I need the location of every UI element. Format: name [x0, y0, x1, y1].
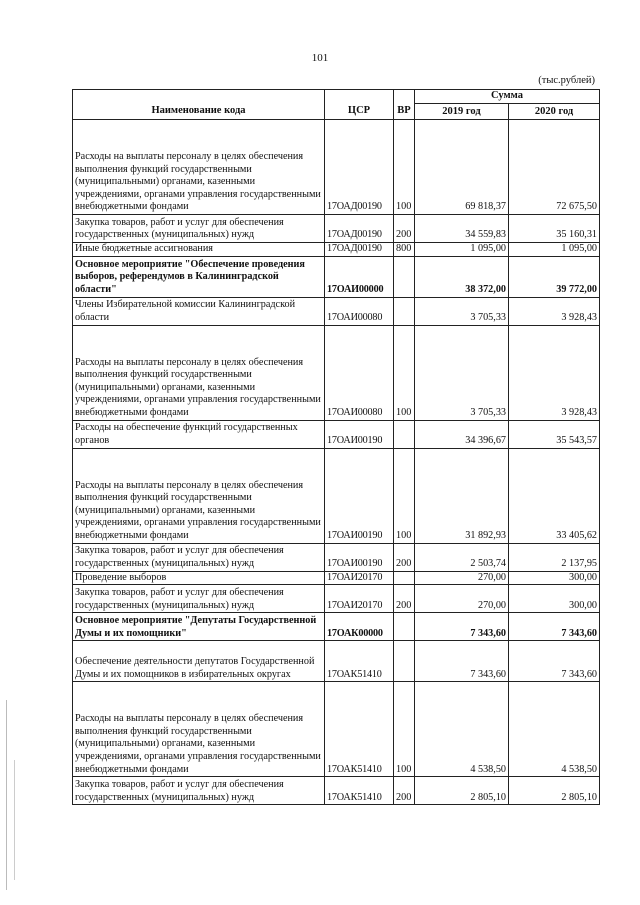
row-name: Закупка товаров, работ и услуг для обеспечения государственных (муниципальных) нужд [73, 585, 325, 613]
header-year-2020: 2020 год [509, 104, 600, 120]
row-amount-2019: 34 559,83 [415, 215, 509, 243]
row-csr: 17ОАК51410 [325, 777, 394, 805]
row-csr: 17ОАИ00080 [325, 325, 394, 420]
row-amount-2019: 7 343,60 [415, 641, 509, 682]
row-amount-2019: 3 705,33 [415, 297, 509, 325]
row-vr: 100 [394, 120, 415, 215]
row-amount-2020: 2 137,95 [509, 543, 600, 571]
row-amount-2019: 31 892,93 [415, 448, 509, 543]
row-vr: 100 [394, 325, 415, 420]
row-name: Члены Избирательной комиссии Калининградской области [73, 297, 325, 325]
row-name: Основное мероприятие "Обеспечение проведения выборов, референдумов в Калининградской области" [73, 256, 325, 297]
row-vr: 100 [394, 682, 415, 777]
row-vr [394, 297, 415, 325]
row-name: Обеспечение деятельности депутатов Государственной Думы и их помощников в избирательных округах [73, 641, 325, 682]
row-csr: 17ОАИ20170 [325, 571, 394, 585]
header-csr: ЦСР [325, 90, 394, 120]
table-row [73, 325, 600, 420]
table-row [73, 543, 600, 571]
row-name: Иные бюджетные ассигнования [73, 243, 325, 257]
row-name: Расходы на выплаты персоналу в целях обеспечения выполнения функций государственными (муниципальными) органами, казенными учреждениями, органами управления государственными внебюджетными фондами [73, 448, 325, 543]
row-amount-2020: 39 772,00 [509, 256, 600, 297]
header-name: Наименование кода [73, 90, 325, 120]
table-row [73, 571, 600, 585]
row-csr: 17ОАИ00000 [325, 256, 394, 297]
row-csr: 17ОАИ00080 [325, 297, 394, 325]
row-amount-2019: 38 372,00 [415, 256, 509, 297]
row-amount-2020: 33 405,62 [509, 448, 600, 543]
row-name: Основное мероприятие "Депутаты Государственной Думы и их помощники" [73, 613, 325, 641]
row-csr: 17ОАД00190 [325, 120, 394, 215]
table-row [73, 777, 600, 805]
row-name: Закупка товаров, работ и услуг для обеспечения государственных (муниципальных) нужд [73, 543, 325, 571]
table-body [73, 120, 600, 805]
row-amount-2019: 1 095,00 [415, 243, 509, 257]
row-vr [394, 571, 415, 585]
row-amount-2020: 4 538,50 [509, 682, 600, 777]
row-amount-2019: 69 818,37 [415, 120, 509, 215]
table-row [73, 243, 600, 257]
table-row [73, 613, 600, 641]
table-row [73, 448, 600, 543]
row-amount-2020: 7 343,60 [509, 641, 600, 682]
row-amount-2020: 300,00 [509, 571, 600, 585]
scan-edge-mark [6, 700, 7, 890]
row-csr: 17ОАК51410 [325, 682, 394, 777]
row-amount-2019: 270,00 [415, 585, 509, 613]
table-row [73, 585, 600, 613]
row-vr [394, 613, 415, 641]
row-csr: 17ОАИ20170 [325, 585, 394, 613]
header-year-2019: 2019 год [415, 104, 509, 120]
row-vr: 100 [394, 448, 415, 543]
row-vr: 800 [394, 243, 415, 257]
row-vr: 200 [394, 777, 415, 805]
table-row [73, 420, 600, 448]
row-amount-2019: 270,00 [415, 571, 509, 585]
row-csr: 17ОАК51410 [325, 641, 394, 682]
row-csr: 17ОАИ00190 [325, 543, 394, 571]
row-amount-2019: 4 538,50 [415, 682, 509, 777]
row-vr [394, 256, 415, 297]
row-amount-2020: 3 928,43 [509, 325, 600, 420]
page-number: 101 [311, 52, 329, 64]
row-amount-2020: 3 928,43 [509, 297, 600, 325]
row-name: Проведение выборов [73, 571, 325, 585]
row-csr: 17ОАД00190 [325, 243, 394, 257]
row-name: Расходы на выплаты персоналу в целях обеспечения выполнения функций государственными (муниципальными) органами, казенными учреждениями, органами управления государственными внебюджетными фондами [73, 120, 325, 215]
header-sum: Сумма [415, 90, 600, 104]
row-amount-2020: 300,00 [509, 585, 600, 613]
row-amount-2020: 2 805,10 [509, 777, 600, 805]
row-vr: 200 [394, 543, 415, 571]
table-row [73, 682, 600, 777]
row-amount-2019: 2 805,10 [415, 777, 509, 805]
row-name: Закупка товаров, работ и услуг для обеспечения государственных (муниципальных) нужд [73, 215, 325, 243]
row-vr: 200 [394, 585, 415, 613]
row-csr: 17ОАД00190 [325, 215, 394, 243]
units-label: (тыс.рублей) [538, 75, 595, 86]
header-vr: ВР [394, 90, 415, 120]
row-amount-2019: 7 343,60 [415, 613, 509, 641]
budget-table [72, 89, 600, 805]
row-vr [394, 641, 415, 682]
row-amount-2019: 34 396,67 [415, 420, 509, 448]
row-amount-2019: 2 503,74 [415, 543, 509, 571]
row-amount-2020: 35 543,57 [509, 420, 600, 448]
row-csr: 17ОАИ00190 [325, 420, 394, 448]
scan-edge-mark [14, 760, 15, 880]
row-csr: 17ОАИ00190 [325, 448, 394, 543]
row-csr: 17ОАК00000 [325, 613, 394, 641]
row-amount-2019: 3 705,33 [415, 325, 509, 420]
row-name: Расходы на обеспечение функций государственных органов [73, 420, 325, 448]
row-amount-2020: 1 095,00 [509, 243, 600, 257]
row-name: Расходы на выплаты персоналу в целях обеспечения выполнения функций государственными (муниципальными) органами, казенными учреждениями, органами управления государственными внебюджетными фондами [73, 682, 325, 777]
table-row [73, 297, 600, 325]
row-name: Расходы на выплаты персоналу в целях обеспечения выполнения функций государственными (муниципальными) органами, казенными учреждениями, органами управления государственными внебюджетными фондами [73, 325, 325, 420]
row-name: Закупка товаров, работ и услуг для обеспечения государственных (муниципальных) нужд [73, 777, 325, 805]
table-row [73, 120, 600, 215]
table-row [73, 641, 600, 682]
row-vr [394, 420, 415, 448]
table-row [73, 256, 600, 297]
table-row [73, 215, 600, 243]
row-amount-2020: 72 675,50 [509, 120, 600, 215]
row-vr: 200 [394, 215, 415, 243]
row-amount-2020: 35 160,31 [509, 215, 600, 243]
row-amount-2020: 7 343,60 [509, 613, 600, 641]
